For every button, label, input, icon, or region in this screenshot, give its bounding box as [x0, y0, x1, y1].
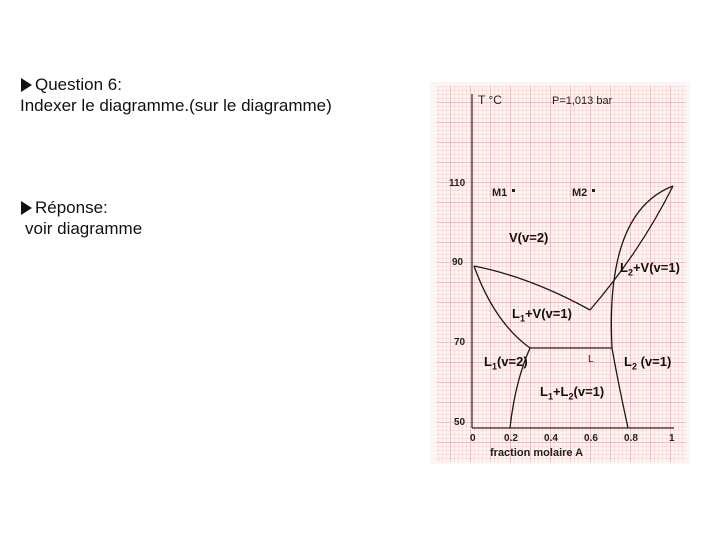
region-label-l1-v — [512, 306, 572, 324]
x-tick-label: 0.6 — [584, 433, 598, 444]
region-label-l1 — [484, 354, 528, 372]
subscript: 1 — [547, 391, 553, 402]
phase-diagram — [430, 82, 690, 464]
region-text: +V(v=1) — [632, 260, 680, 275]
y-tick-label: 110 — [449, 178, 466, 189]
region-text: (v=1) — [636, 354, 672, 369]
question-text: Indexer le diagramme.(sur le diagramme) — [20, 96, 332, 115]
subscript: 1 — [491, 361, 497, 372]
region-text: L — [624, 354, 632, 369]
x-tick-label: 0.4 — [544, 433, 558, 444]
subscript: 2 — [627, 267, 633, 278]
x-tick-label: 0.8 — [624, 433, 638, 444]
question-title-line — [20, 74, 332, 95]
arrow-bullet-icon — [21, 78, 32, 92]
answer-block — [20, 197, 142, 239]
answer-title: Réponse: — [35, 198, 108, 217]
region-text: V(v=2) — [509, 230, 549, 245]
region-label-l1-l2 — [540, 384, 604, 402]
subscript: 2 — [568, 391, 574, 402]
region-text: L — [540, 384, 548, 399]
y-tick-label: 90 — [452, 257, 464, 268]
region-label-l2-v — [620, 260, 680, 278]
arrow-bullet-icon — [21, 201, 32, 215]
region-text: L — [620, 260, 628, 275]
point-m2-marker — [592, 189, 595, 192]
x-tick-label: 1 — [669, 433, 675, 444]
region-text: +L — [552, 384, 569, 399]
point-m1-marker — [512, 189, 515, 192]
question-title: Question 6: — [35, 75, 122, 94]
x-tick-label: 0.2 — [504, 433, 518, 444]
subscript: 2 — [631, 361, 637, 372]
answer-title-line — [20, 197, 142, 218]
region-text: (v=1) — [573, 384, 605, 399]
y-tick-label: 70 — [454, 337, 466, 348]
point-label-m2: M2 — [572, 187, 588, 199]
answer-text: voir diagramme — [25, 219, 143, 238]
point-label-m1: M1 — [492, 187, 508, 199]
region-text: +V(v=1) — [524, 306, 572, 321]
region-label-vapor — [509, 230, 548, 245]
pressure-label: P=1,013 bar — [552, 95, 613, 107]
point-label-l: L — [588, 354, 594, 365]
subscript: 1 — [519, 313, 525, 324]
x-axis-label: fraction molaire A — [490, 447, 584, 459]
y-tick-label: 50 — [454, 417, 466, 428]
x-tick-label: 0 — [470, 433, 476, 444]
region-label-l2 — [624, 354, 671, 372]
y-axis-label: T °C — [478, 93, 502, 107]
question-block — [20, 74, 332, 116]
region-text: L — [484, 354, 492, 369]
region-text: (v=2) — [496, 354, 528, 369]
region-text: L — [512, 306, 520, 321]
